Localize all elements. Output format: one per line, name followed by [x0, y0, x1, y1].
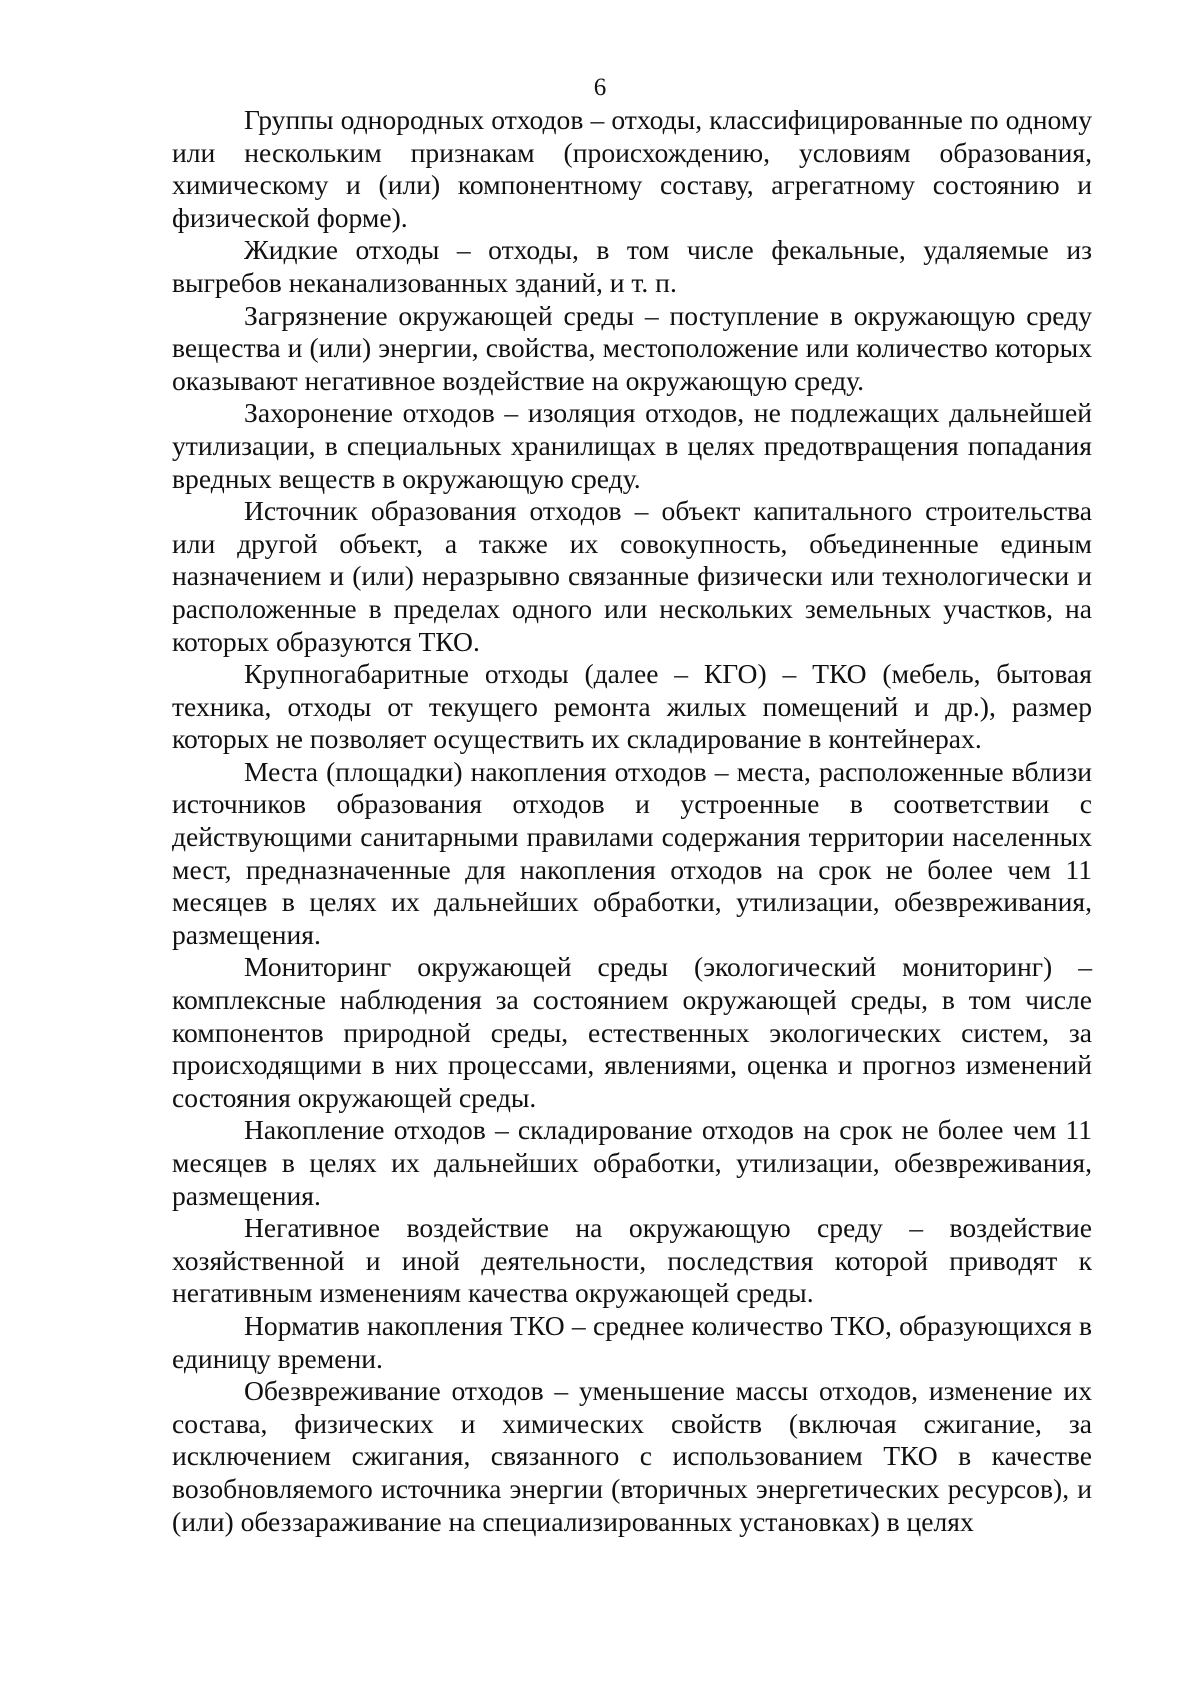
paragraph-waste-burial: Захоронение отходов – изоляция отходов, не подлежащих дальнейшей утилизации, в специальных хранилищах в целях предотвращения попадания вредных веществ в окружающую среду.: [172, 397, 1092, 494]
paragraph-environmental-pollution: Загрязнение окружающей среды – поступление в окружающую среду вещества и (или) энергии, свойства, местоположение или количество которых оказывают негативное воздействие на окружающую среду.: [172, 299, 1092, 396]
page-number: 6: [593, 74, 607, 101]
paragraph-negative-impact: Негативное воздействие на окружающую среду – воздействие хозяйственной и иной деятельности, последствия которой приводят к негативным изменениям качества окружающей среды.: [172, 1212, 1092, 1309]
paragraph-waste-neutralization: Обезвреживание отходов – уменьшение массы отходов, изменение их состава, физических и химических свойств (включая сжигание, за исключением сжигания, связанного с использованием ТКО в качестве возобновляемого источника энергии (вторичных энергетических ресурсов), и (или) обеззараживание на специализированных установках) в целях: [172, 1375, 1092, 1537]
paragraph-accumulation-norm: Норматив накопления ТКО – среднее количество ТКО, образующихся в единицу времени.: [172, 1309, 1092, 1374]
paragraph-homogeneous-waste-groups: Группы однородных отходов – отходы, классифицированные по одному или нескольким признакам (происхождению, условиям образования, химическому и (или) компонентному составу, агрегатному состоянию и физической форме).: [172, 104, 1092, 233]
paragraph-waste-accumulation: Накопление отходов – складирование отходов на срок не более чем 11 месяцев в целях их дальнейших обработки, утилизации, обезвреживания, размещения.: [172, 1114, 1092, 1211]
paragraph-waste-source: Источник образования отходов – объект капитального строительства или другой объект, а также их совокупность, объединенные единым назначением и (или) неразрывно связанные физически или технологически и расположенные в пределах одного или нескольких земельных участков, на которых образуются ТКО.: [172, 495, 1092, 657]
paragraph-bulky-waste: Крупногабаритные отходы (далее – КГО) – ТКО (мебель, бытовая техника, отходы от текущего ремонта жилых помещений и др.), размер которых не позволяет осуществить их складирование в контейнерах.: [172, 658, 1092, 755]
paragraph-environmental-monitoring: Мониторинг окружающей среды (экологический мониторинг) – комплексные наблюдения за состоянием окружающей среды, в том числе компонентов природной среды, естественных экологических систем, за происходящими в них процессами, явлениями, оценка и прогноз изменений состояния окружающей среды.: [172, 951, 1092, 1113]
document-body: [172, 104, 1092, 1538]
paragraph-liquid-waste: Жидкие отходы – отходы, в том числе фекальные, удаляемые из выгребов неканализованных зданий, и т. п.: [172, 234, 1092, 298]
paragraph-accumulation-sites: Места (площадки) накопления отходов – места, расположенные вблизи источников образования отходов и устроенные в соответствии с действующими санитарными правилами содержания территории населенных мест, предназначенные для накопления отходов на срок не более чем 11 месяцев в целях их дальнейших обработки, утилизации, обезвреживания, размещения.: [172, 755, 1092, 950]
